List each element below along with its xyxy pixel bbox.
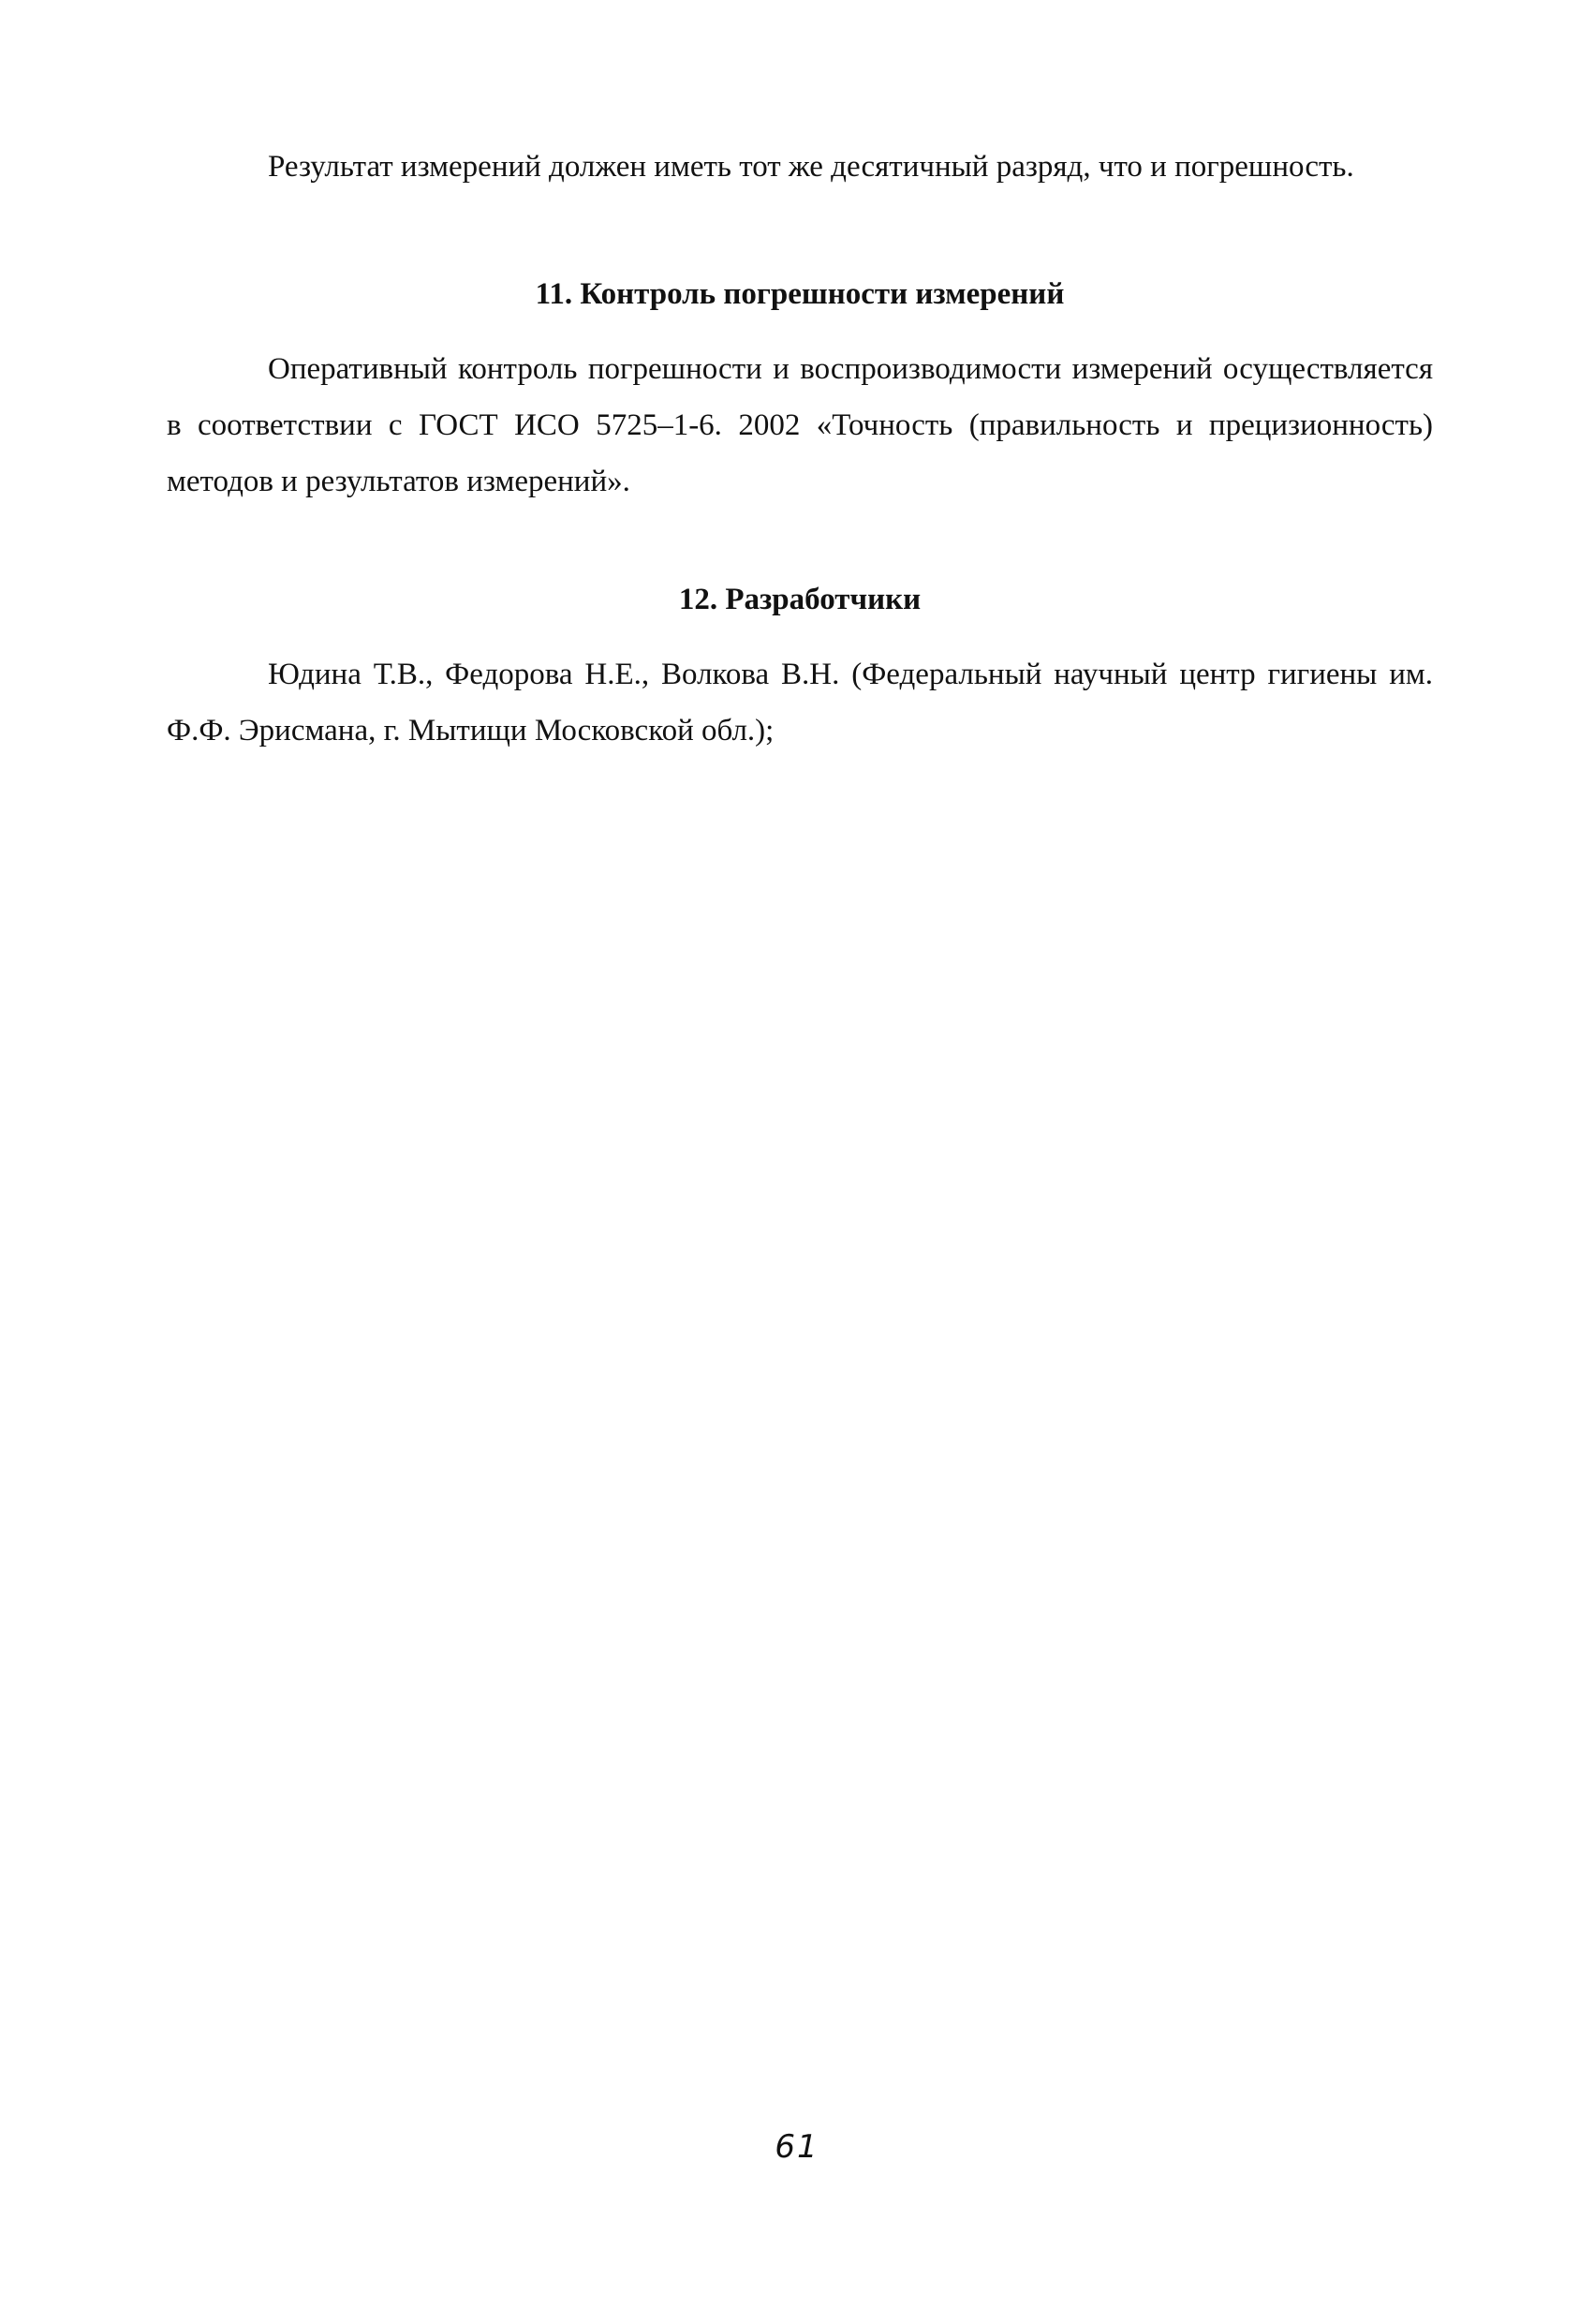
- result-precision-paragraph: Результат измерений должен иметь тот же десятичный разряд, что и погрешность.: [268, 150, 1354, 184]
- result-paragraph-block: [167, 139, 1433, 195]
- section-11-heading: 11. Контроль погрешности измерений: [535, 277, 1065, 311]
- section-12-body: [167, 646, 1433, 759]
- page-number: 61: [775, 2128, 819, 2166]
- error-control-paragraph: Оперативный контроль погрешности и воспроизводимости измерений осуществляется в соответствии с ГОСТ ИСО 5725–1-6. 2002 «Точность (правильность и прецизионность) методов и результатов измерений».: [167, 352, 1433, 498]
- section-11-body: [167, 341, 1433, 510]
- developers-paragraph: Юдина Т.В., Федорова Н.Е., Волкова В.Н. (Федеральный научный центр гигиены им. Ф.Ф. Эрисмана, г. Мытищи Московской обл.);: [167, 658, 1433, 748]
- section-12-heading: 12. Разработчики: [678, 583, 922, 616]
